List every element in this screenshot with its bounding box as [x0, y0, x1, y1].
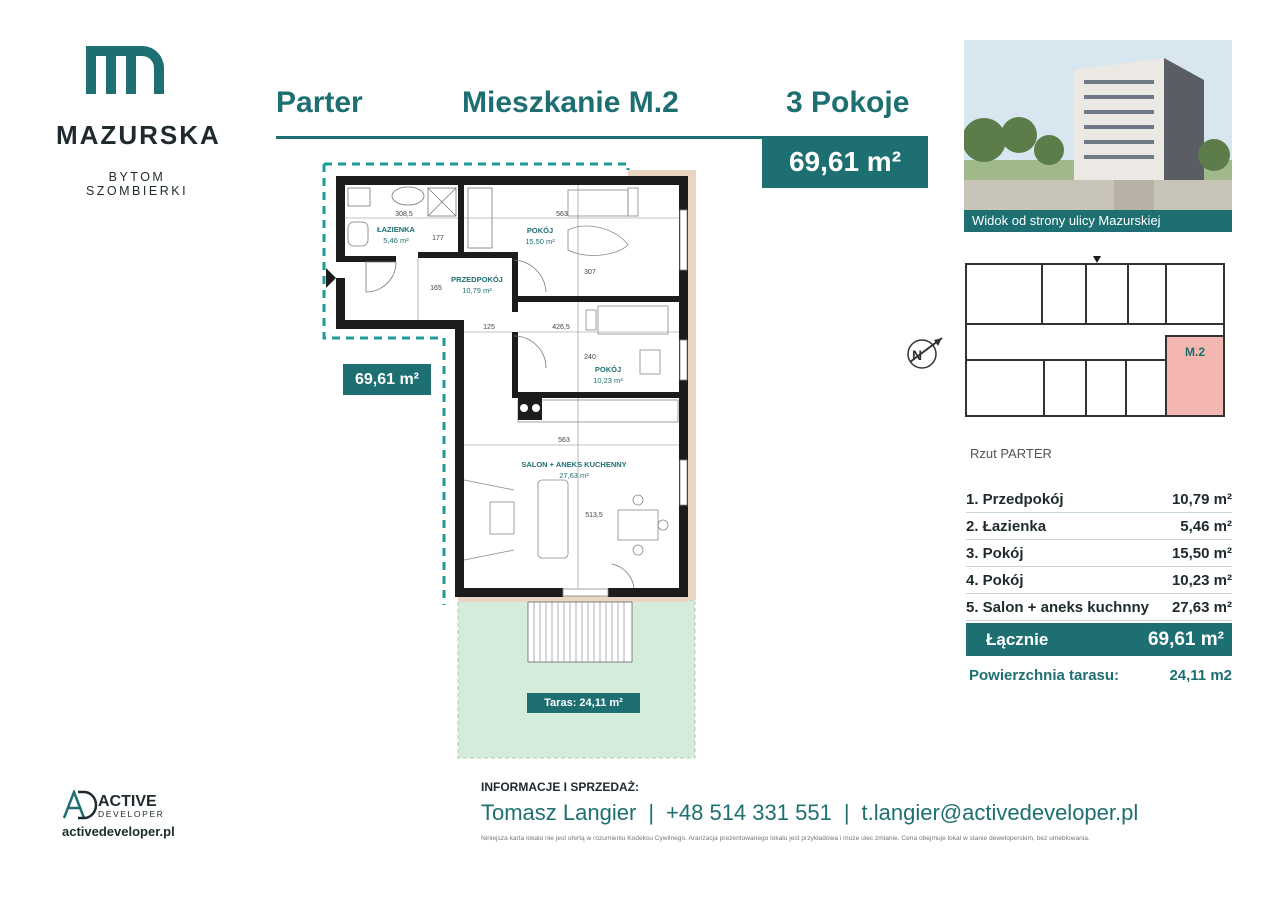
- disclaimer: Niniejsza karta lokalu nie jest ofertą w rozumieniu Kodeksu Cywilnego. Aranżacja prezentowanego lokalu jest przykładowa i może ulec zmianie. Cena obejmuje lokal w stanie deweloperskim, bez umeblowania.: [481, 835, 1090, 842]
- floor-plan: [318, 160, 698, 760]
- table-row: [966, 540, 1232, 567]
- plan-room-name: SALON + ANEKS KUCHENNY: [521, 460, 627, 469]
- plan-dimension: 307: [584, 269, 596, 276]
- mazurska-logo-mark: [86, 44, 166, 96]
- apartment-title: Mieszkanie M.2: [462, 86, 679, 119]
- plan-dimension: 308,5: [395, 211, 413, 218]
- building-render-image: [964, 40, 1232, 232]
- plan-dimension: 563: [556, 211, 568, 218]
- contact-phone-link[interactable]: +48 514 331 551: [666, 800, 832, 825]
- room-label: 5. Salon + aneks kuchnny: [966, 598, 1149, 616]
- plan-room-name: ŁAZIENKA: [377, 225, 415, 234]
- plan-dimension: 165: [430, 285, 442, 292]
- floor-title: Parter: [276, 86, 363, 119]
- info-label: INFORMACJE I SPRZEDAŻ:: [481, 780, 640, 794]
- terrace-area-row: [969, 667, 1232, 684]
- plan-dimension: 177: [432, 235, 444, 242]
- area-badge: 69,61 m²: [762, 138, 928, 188]
- separator: |: [843, 800, 850, 825]
- building-floor-plan: [902, 250, 1232, 430]
- table-row: [966, 594, 1232, 621]
- rooms-title: 3 Pokoje: [786, 86, 910, 119]
- contact-email-link[interactable]: t.langier@activedeveloper.pl: [861, 800, 1139, 825]
- room-value: 27,63 m²: [1171, 598, 1232, 616]
- table-row: [966, 513, 1232, 540]
- entrance-arrow-icon: [326, 268, 336, 288]
- plan-area-badge: 69,61 m²: [343, 364, 431, 395]
- terrace-steps: [528, 602, 632, 662]
- contact-name: Tomasz Langier: [481, 800, 637, 825]
- developer-subtitle: DEVELOPER: [98, 809, 165, 819]
- room-label: 2. Łazienka: [966, 517, 1047, 535]
- compass-label: N: [912, 347, 923, 363]
- room-value: 15,50 m²: [1171, 544, 1232, 562]
- total-value: 69,61 m²: [1147, 628, 1224, 650]
- plan-dimension: 513,5: [585, 512, 603, 519]
- room-value: 5,46 m²: [1180, 517, 1232, 535]
- plan-room-name: POKÓJ: [526, 226, 554, 235]
- brand-name: MAZURSKA: [56, 120, 221, 150]
- plan-room-area: 15,50 m²: [525, 237, 555, 246]
- plan-room-name: POKÓJ: [594, 365, 622, 374]
- plan-dimension: 125: [483, 324, 495, 331]
- room-label: 3. Pokój: [966, 544, 1024, 562]
- plan-room-name: PRZEDPOKÓJ: [451, 275, 503, 284]
- room-value: 10,23 m²: [1171, 571, 1232, 589]
- total-row: [966, 623, 1232, 656]
- room-value: 10,79 m²: [1171, 490, 1232, 508]
- plan-room-area: 27,63 m²: [559, 471, 589, 480]
- table-row: [966, 486, 1232, 513]
- plan-room-area: 10,23 m²: [593, 376, 623, 385]
- compass-icon: [908, 338, 942, 368]
- room-area-table: [966, 486, 1232, 621]
- plan-room-area: 5,46 m²: [383, 236, 409, 245]
- room-label: 1. Przedpokój: [966, 490, 1064, 508]
- plan-room-area: 10,79 m²: [462, 286, 492, 295]
- developer-name: ACTIVE: [98, 793, 157, 810]
- terrace-badge: Taras: 24,11 m²: [527, 693, 640, 713]
- brand-subtitle: BYTOM SZOMBIERKI: [85, 170, 189, 198]
- plan-dimension: 426,5: [552, 324, 570, 331]
- total-label: Łącznie: [986, 629, 1049, 649]
- photo-caption: Widok od strony ulicy Mazurskiej: [964, 210, 1232, 232]
- plan-dimension: 563: [558, 437, 570, 444]
- separator: |: [648, 800, 655, 825]
- plan-dimension: 240: [584, 354, 596, 361]
- active-developer-logo: [62, 790, 172, 820]
- room-label: 4. Pokój: [966, 571, 1024, 589]
- highlighted-unit-label: M.2: [1184, 345, 1206, 359]
- table-row: [966, 567, 1232, 594]
- floor-plan-caption: Rzut PARTER: [970, 446, 1052, 461]
- terrace-value: 24,11 m2: [1169, 667, 1232, 684]
- terrace-label: Powierzchnia tarasu:: [969, 667, 1120, 684]
- contact-line: [481, 800, 1138, 826]
- developer-link[interactable]: activedeveloper.pl: [62, 824, 175, 839]
